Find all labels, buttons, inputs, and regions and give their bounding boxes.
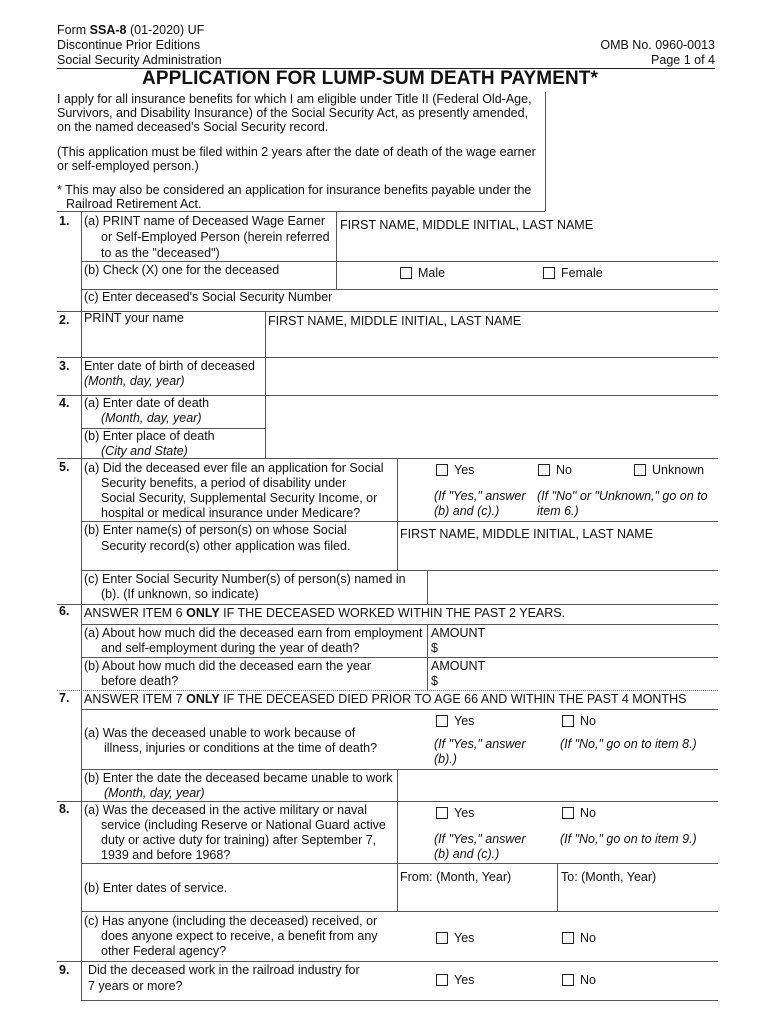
q5a-label: hospital or medical insurance under Medicare? xyxy=(101,506,361,520)
q9-label: 7 years or more? xyxy=(88,979,183,993)
q5a-label: Security benefits, a period of disability under xyxy=(101,476,347,490)
q5-yes-label: Yes xyxy=(454,463,475,477)
item-number-2: 2. xyxy=(59,313,70,327)
q8-yes-checkbox[interactable] xyxy=(436,807,448,819)
q5-yes-note: (b) and (c).) xyxy=(434,504,500,518)
q9-label: Did the deceased work in the railroad industry for xyxy=(88,963,360,977)
col-rule xyxy=(427,570,428,604)
q4a-hint: (Month, day, year) xyxy=(101,411,202,425)
q5c-label: (c) Enter Social Security Number(s) of person(s) named in xyxy=(84,572,406,586)
form-title: APPLICATION FOR LUMP-SUM DEATH PAYMENT* xyxy=(142,68,599,89)
q8a-label: 1939 and before 1968? xyxy=(101,848,231,862)
q6b-amount-label: AMOUNT xyxy=(431,659,486,673)
male-label: Male xyxy=(418,266,446,280)
col-rule xyxy=(336,211,337,289)
q8a-label: service (including Reserve or National Guard active xyxy=(101,818,386,832)
intro-line: * This may also be considered an application for insurance benefits payable under the xyxy=(57,183,532,197)
q6-heading xyxy=(84,606,565,622)
q1-name-header: FIRST NAME, MIDDLE INITIAL, LAST NAME xyxy=(340,218,594,232)
omb-number: OMB No. 0960-0013 xyxy=(600,38,715,52)
form-id: SSA-8 xyxy=(89,23,127,37)
col-rule xyxy=(265,311,266,458)
row-rule xyxy=(57,690,718,691)
q8-from-label: From: (Month, Year) xyxy=(400,870,512,884)
q5-yes-note: (If "Yes," answer xyxy=(434,489,526,503)
row-rule xyxy=(81,570,718,571)
q1a-label: to as the "deceased") xyxy=(101,246,220,260)
q8b-label: (b) Enter dates of service. xyxy=(84,881,228,895)
q6-heading-post: IF THE DECEASED WORKED WITHIN THE PAST 2 YEARS. xyxy=(219,606,566,620)
q8c-yes-label: Yes xyxy=(454,931,475,945)
male-checkbox[interactable] xyxy=(400,267,412,279)
col-rule xyxy=(557,863,558,911)
q8c-no-label: No xyxy=(580,931,596,945)
q9-yes-checkbox[interactable] xyxy=(436,974,448,986)
q8c-label: does anyone expect to receive, a benefit from any xyxy=(101,929,378,943)
row-rule xyxy=(81,911,718,912)
q8-to-label: To: (Month, Year) xyxy=(561,870,657,884)
item-number-5: 5. xyxy=(59,460,70,474)
form-date: (01-2020) UF xyxy=(129,23,205,37)
q1a-label: (a) PRINT name of Deceased Wage Earner xyxy=(84,214,326,228)
form-prefix: Form xyxy=(57,23,87,37)
row-rule xyxy=(57,211,545,212)
q2-label: PRINT your name xyxy=(84,311,184,325)
q7b-label: (b) Enter the date the deceased became unable to work xyxy=(84,771,393,785)
q5-unknown-checkbox[interactable] xyxy=(634,464,646,476)
q6b-label: (b) About how much did the deceased earn the year xyxy=(84,659,371,673)
female-label: Female xyxy=(561,266,603,280)
q6b-dollar: $ xyxy=(431,674,438,688)
q9-no-label: No xyxy=(580,973,596,987)
number-column-rule xyxy=(81,211,82,1001)
q4b-label: (b) Enter place of death xyxy=(84,429,215,443)
item-number-8: 8. xyxy=(59,802,70,816)
q8-yes-note: (b) and (c).) xyxy=(434,847,500,861)
q8a-label: duty or active duty for training) after September 7, xyxy=(101,833,377,847)
q7-no-note: (If "No," go on to item 8.) xyxy=(560,737,697,751)
discontinue-note: Discontinue Prior Editions xyxy=(57,38,201,52)
row-rule xyxy=(57,961,718,962)
row-rule xyxy=(57,357,718,358)
q9-yes-label: Yes xyxy=(454,973,475,987)
col-rule xyxy=(397,863,398,911)
form-number xyxy=(57,23,204,39)
row-rule xyxy=(81,769,718,770)
q8-yes-note: (If "Yes," answer xyxy=(434,832,526,846)
q7a-label: (a) Was the deceased unable to work because of xyxy=(84,726,356,740)
q5b-label: Security record(s) other application was filed. xyxy=(101,539,351,553)
q7-yes-note: (If "Yes," answer xyxy=(434,737,526,751)
q5a-label: (a) Did the deceased ever file an application for Social xyxy=(84,461,384,475)
intro-line: (This application must be filed within 2 years after the date of death of the wage earner xyxy=(57,145,536,159)
row-rule xyxy=(81,1000,718,1001)
item-number-7: 7. xyxy=(59,691,70,705)
q1a-label: or Self-Employed Person (herein referred xyxy=(101,230,330,244)
q5-no-checkbox[interactable] xyxy=(538,464,550,476)
q8c-yes-checkbox[interactable] xyxy=(436,932,448,944)
item-number-1: 1. xyxy=(59,214,70,228)
q7-yes-note: (b).) xyxy=(434,752,457,766)
item-number-6 xyxy=(59,604,69,620)
q3-hint: (Month, day, year) xyxy=(84,374,185,388)
intro-line: on the named deceased's Social Security record. xyxy=(57,120,329,134)
item-number-4: 4. xyxy=(59,396,70,410)
q8-no-note: (If "No," go on to item 9.) xyxy=(560,832,697,846)
q5a-label: Social Security, Supplemental Security Income, or xyxy=(101,491,378,505)
q6a-label: and self-employment during the year of death? xyxy=(101,641,360,655)
q7a-label: illness, injuries or conditions at the time of death? xyxy=(104,741,378,755)
row-rule xyxy=(81,624,718,625)
item-number-3: 3. xyxy=(59,359,70,373)
q1b-label: (b) Check (X) one for the deceased xyxy=(84,263,280,277)
q4a-label: (a) Enter date of death xyxy=(84,396,210,410)
q1c-label: (c) Enter deceased's Social Security Number xyxy=(84,290,333,304)
q5-yes-checkbox[interactable] xyxy=(436,464,448,476)
q5b-label: (b) Enter name(s) of person(s) on whose Social xyxy=(84,523,347,537)
q7-no-checkbox[interactable] xyxy=(562,715,574,727)
row-rule xyxy=(81,709,718,710)
q4b-hint: (City and State) xyxy=(101,444,188,458)
q8-no-checkbox[interactable] xyxy=(562,807,574,819)
q7-yes-checkbox[interactable] xyxy=(436,715,448,727)
q6a-amount-label: AMOUNT xyxy=(431,626,486,640)
intro-box-edge xyxy=(545,92,546,211)
q5c-label: (b). (If unknown, so indicate) xyxy=(101,587,259,601)
col-rule xyxy=(397,458,398,570)
q5-no-note: item 6.) xyxy=(537,504,579,518)
q6a-dollar: $ xyxy=(431,641,438,655)
item-number-text: 6. xyxy=(59,604,70,618)
q8a-label: (a) Was the deceased in the active military or naval xyxy=(84,803,367,817)
q7-heading-pre: ANSWER ITEM 7 xyxy=(84,692,187,706)
q7-heading xyxy=(84,692,686,708)
q8-yes-label: Yes xyxy=(454,806,475,820)
col-rule xyxy=(397,769,398,863)
q5-name-header: FIRST NAME, MIDDLE INITIAL, LAST NAME xyxy=(400,527,654,541)
q8c-no-checkbox[interactable] xyxy=(562,932,574,944)
q7b-hint: (Month, day, year) xyxy=(104,786,205,800)
intro-line: Survivors, and Disability Insurance) of the Social Security Act, as presently amended, xyxy=(57,106,529,120)
intro-line: Railroad Retirement Act. xyxy=(66,197,202,211)
intro-line: or self-employed person.) xyxy=(57,159,199,173)
q8c-label: (c) Has anyone (including the deceased) received, or xyxy=(84,914,378,928)
row-rule xyxy=(81,657,718,658)
q6b-label: before death? xyxy=(101,674,179,688)
q7-heading-bold: ONLY xyxy=(186,692,220,706)
q8-no-label: No xyxy=(580,806,596,820)
row-rule xyxy=(57,604,718,605)
intro-line: I apply for all insurance benefits for which I am eligible under Title II (Federal Old-Age, xyxy=(57,92,532,106)
q6a-label: (a) About how much did the deceased earn from employment xyxy=(84,626,423,640)
q9-no-checkbox[interactable] xyxy=(562,974,574,986)
q8c-label: other Federal agency? xyxy=(101,944,227,958)
q2-name-header: FIRST NAME, MIDDLE INITIAL, LAST NAME xyxy=(268,314,522,328)
item-number-9: 9. xyxy=(59,963,70,977)
q7-heading-post: IF THE DECEASED DIED PRIOR TO AGE 66 AND WITHIN THE PAST 4 MONTHS xyxy=(219,692,687,706)
q5-no-label: No xyxy=(556,463,572,477)
q5-no-note: (If "No" or "Unknown," go on to xyxy=(537,489,708,503)
q6-heading-pre: ANSWER ITEM 6 xyxy=(84,606,187,620)
agency-name: Social Security Administration xyxy=(57,53,222,67)
page-number: Page 1 of 4 xyxy=(651,53,715,67)
q3-label: Enter date of birth of deceased xyxy=(84,359,255,373)
q5-unknown-label: Unknown xyxy=(652,463,705,477)
q7-no-label: No xyxy=(580,714,596,728)
q7-yes-label: Yes xyxy=(454,714,475,728)
female-checkbox[interactable] xyxy=(543,267,555,279)
q6-heading-bold: ONLY xyxy=(186,606,220,620)
